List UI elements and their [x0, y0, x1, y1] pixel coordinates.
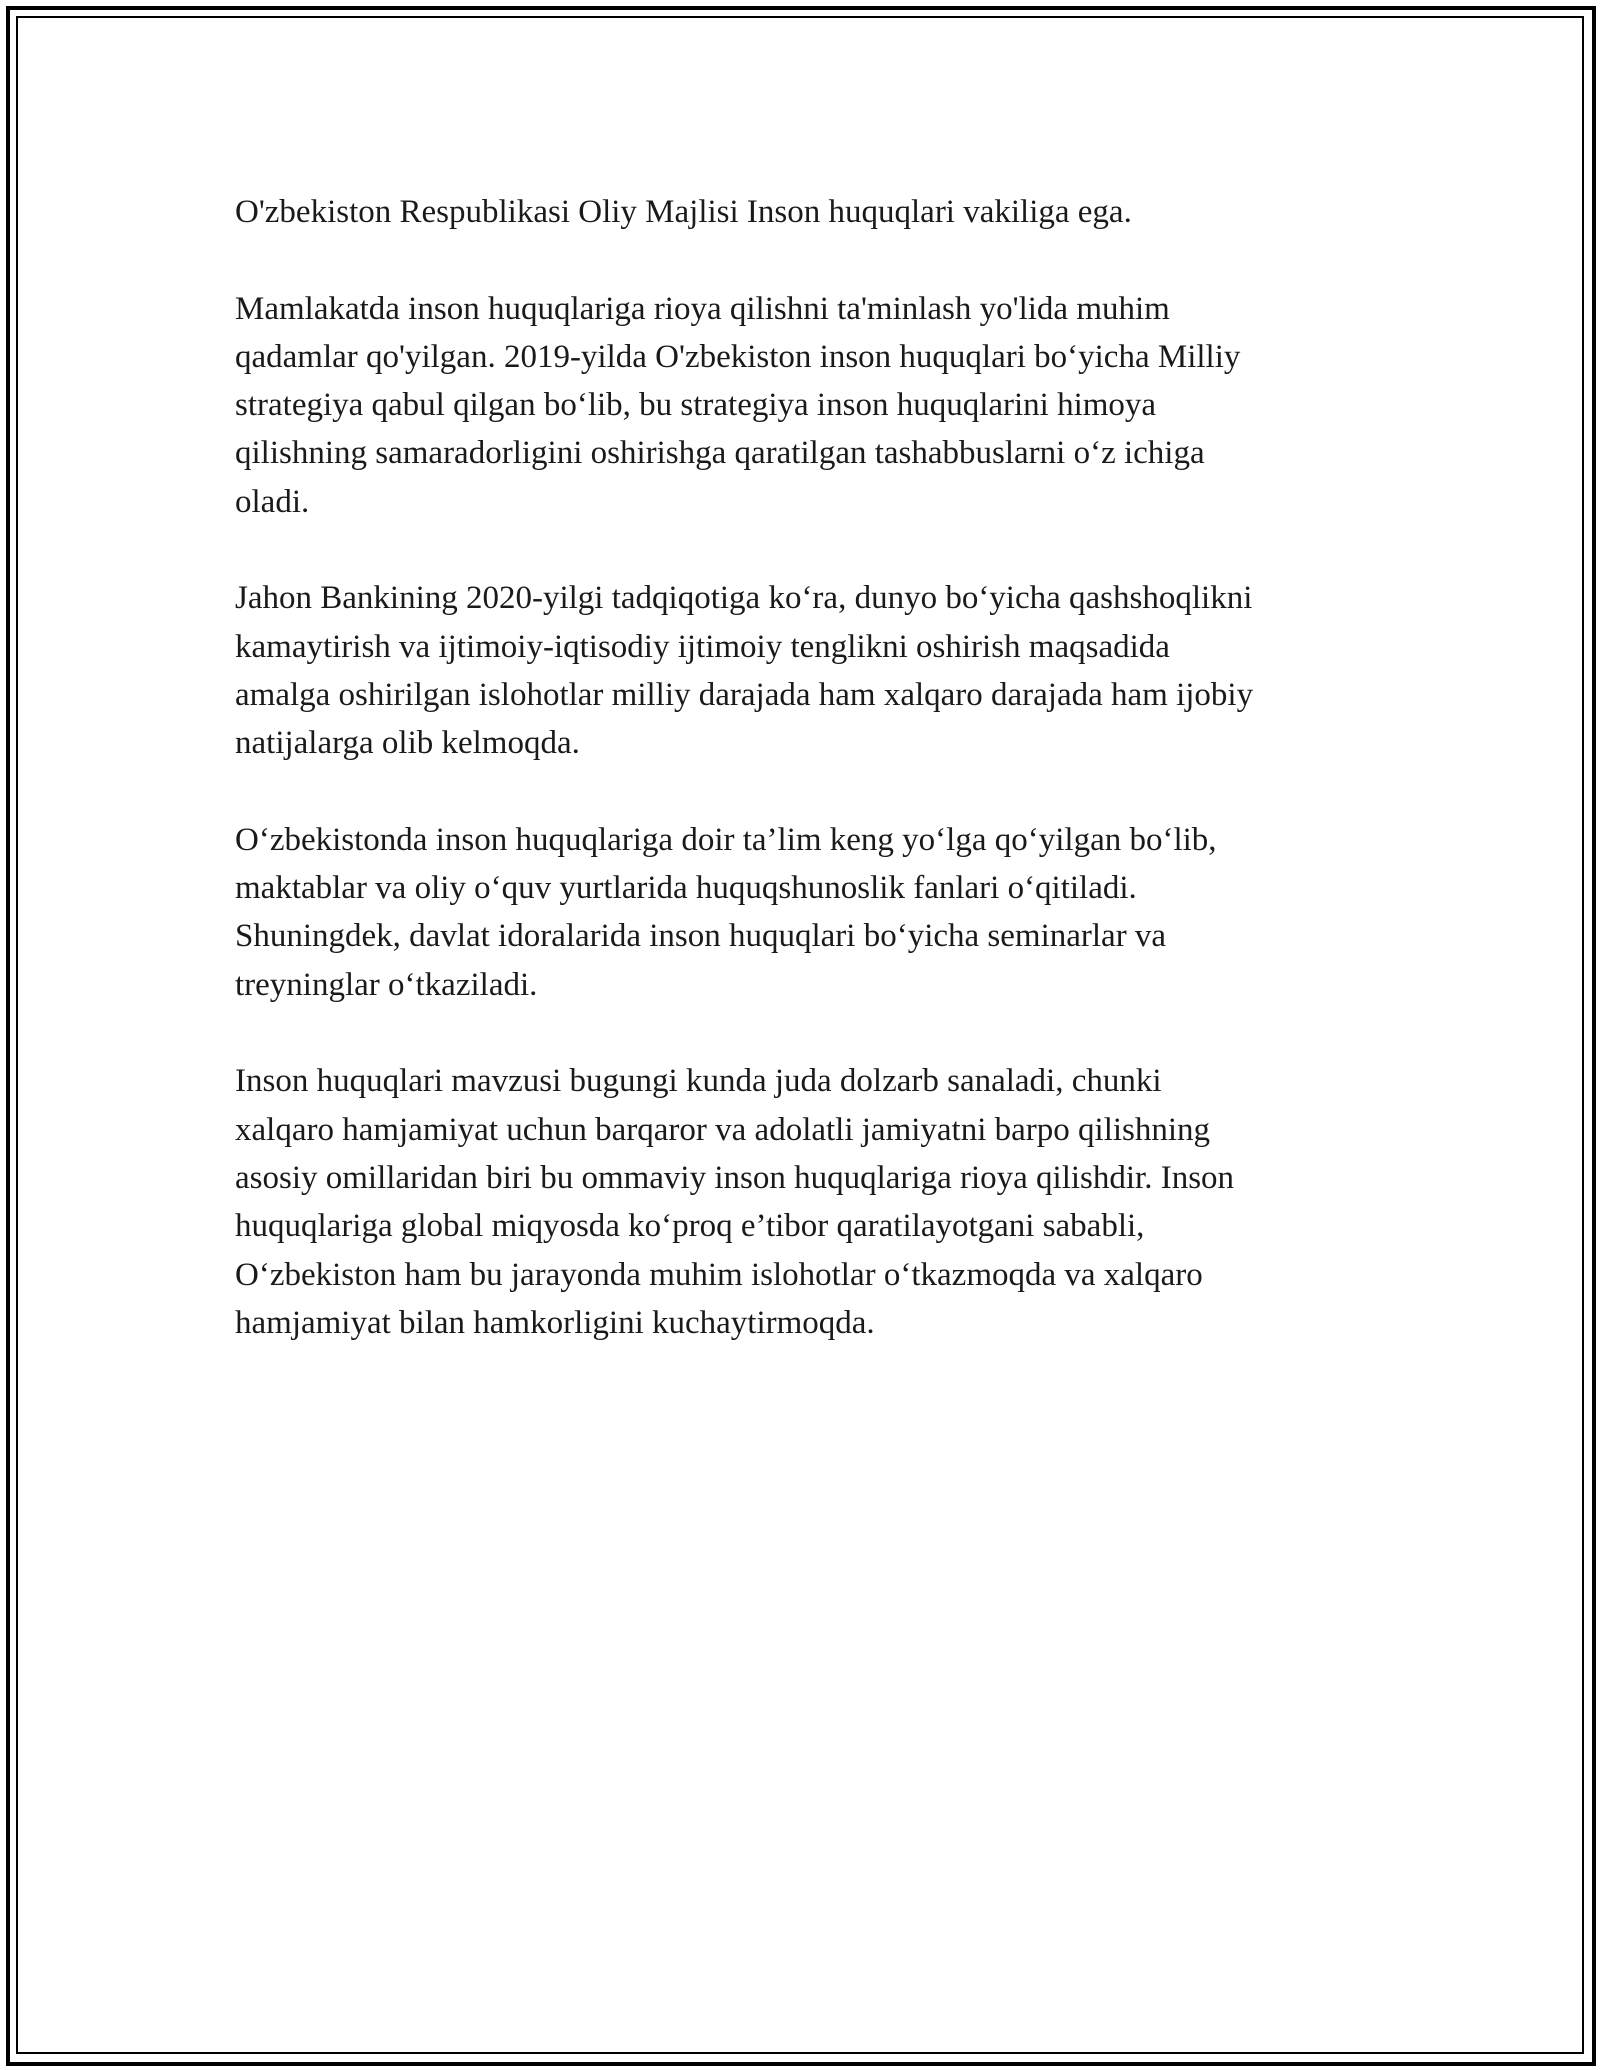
paragraph-3: Jahon Bankining 2020-yilgi tadqiqotiga ko‘ra, dunyo bo‘yicha qashshoqlikni kamaytirish va ijtimoiy-iqtisodiy ijtimoiy tenglikni oshirish maqsadida amalga oshirilgan islohotlar milliy darajada ham xalqaro darajada ham ijobiy natijalarga olib kelmoqda.: [235, 580, 1254, 762]
document-body: [235, 188, 1375, 1395]
paragraph-5: Inson huquqlari mavzusi bugungi kunda juda dolzarb sanaladi, chunki xalqaro hamjamiyat uchun barqaror va adolatli jamiyatni barpo qilishning asosiy omillaridan biri bu ommaviy inson huquqlariga rioya qilishdir. Inson huquqlariga global miqyosda ko‘proq e’tibor qaratilayotgani sababli, O‘zbekiston ham bu jarayonda muhim islohotlar o‘tkazmoqda va xalqaro hamjamiyat bilan hamkorligini kuchaytirmoqda.: [235, 1063, 1235, 1341]
paragraph-1: O'zbekiston Respublikasi Oliy Majlisi Inson huquqlari vakiliga ega.: [235, 194, 1132, 230]
paragraph-4: O‘zbekistonda inson huquqlariga doir ta’lim keng yo‘lga qo‘yilgan bo‘lib, maktablar va oliy o‘quv yurtlarida huquqshunoslik fanlari o‘qitiladi. Shuningdek, davlat idoralarida inson huquqlari bo‘yicha seminarlar va treyninglar o‘tkaziladi.: [235, 821, 1217, 1003]
paragraph-2: Mamlakatda inson huquqlariga rioya qilishni ta'minlash yo'lida muhim qadamlar qo'yilgan. 2019-yilda O'zbekiston inson huquqlari bo‘yicha Milliy strategiya qabul qilgan bo‘lib, bu strategiya inson huquqlarini himoya qilishning samaradorligini oshirishga qaratilgan tashabbuslarni o‘z ichiga oladi.: [235, 290, 1241, 520]
